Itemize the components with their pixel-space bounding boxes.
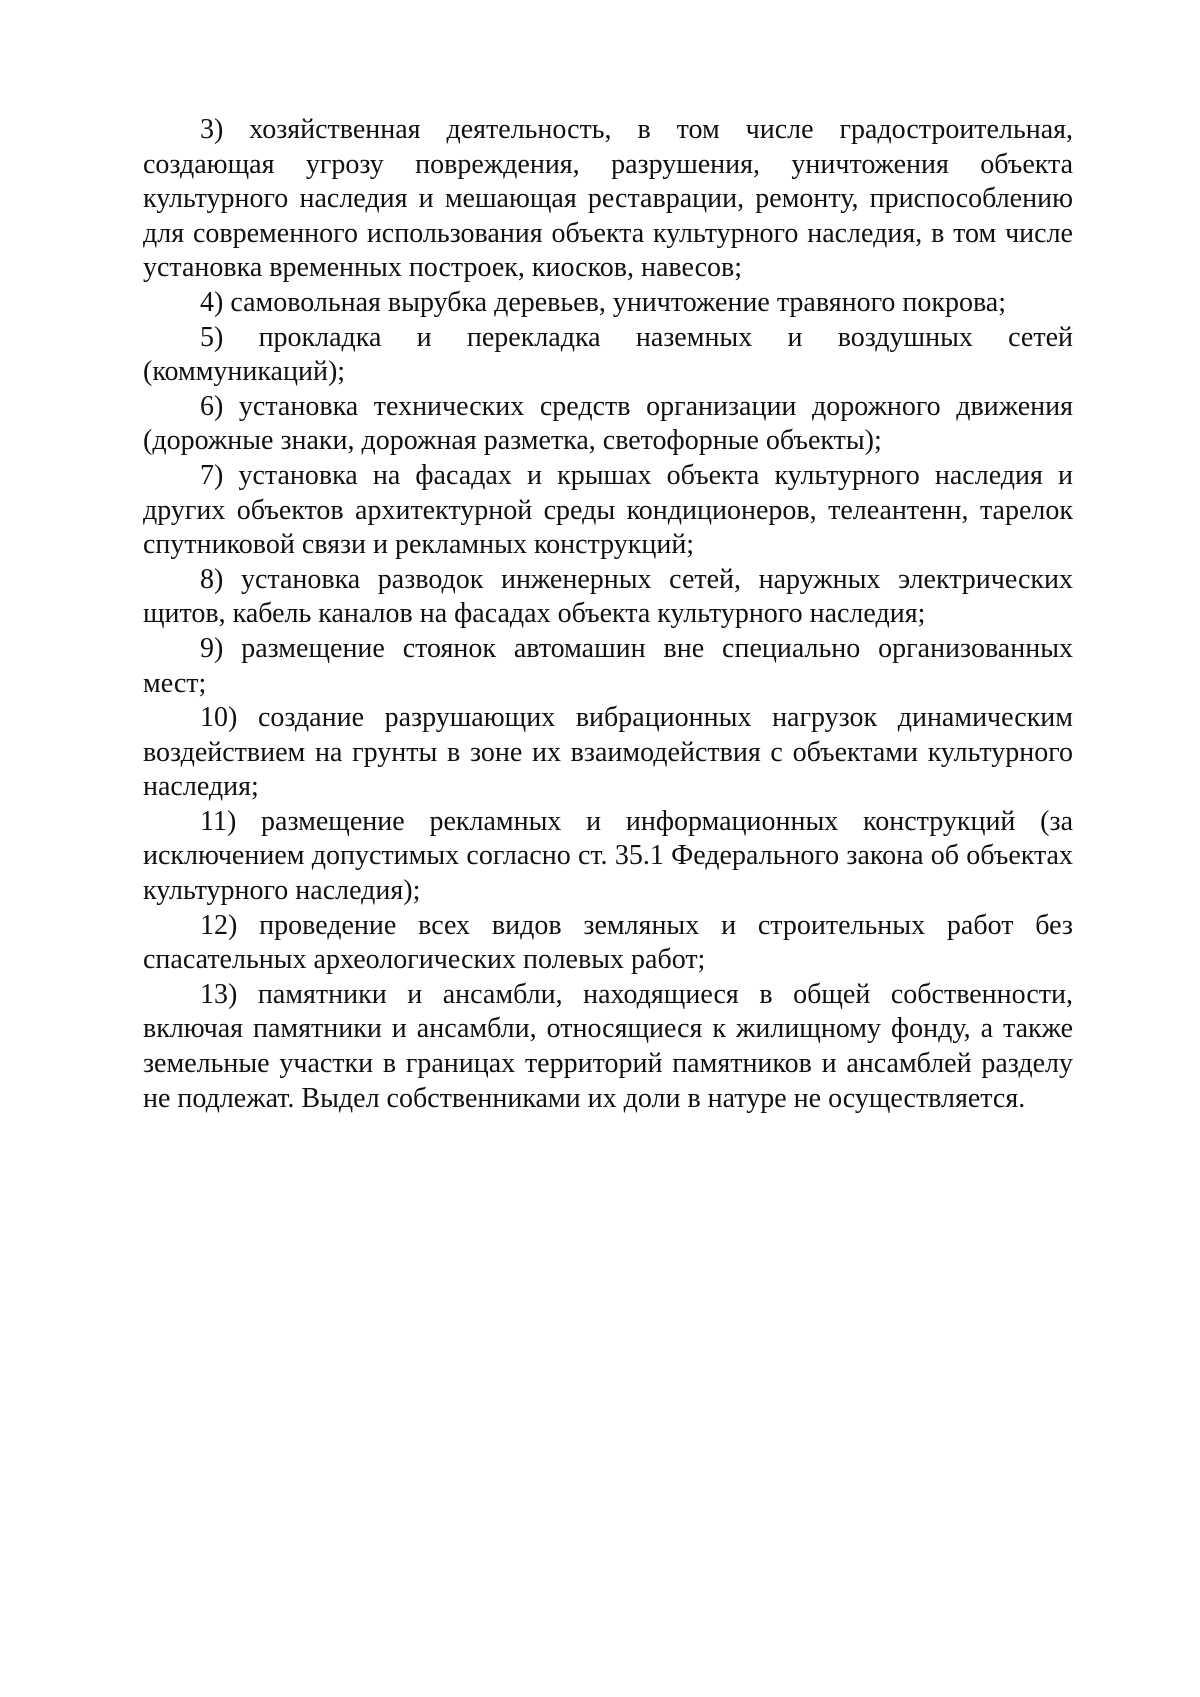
- paragraph-item-11: 11) размещение рекламных и информационных конструкций (за исключением допустимых согласно ст. 35.1 Федерального закона об объектах культурного наследия);: [143, 805, 1073, 907]
- paragraph-item-12: 12) проведение всех видов земляных и строительных работ без спасательных археологических полевых работ;: [143, 909, 1073, 976]
- paragraph-item-10: 10) создание разрушающих вибрационных нагрузок динамическим воздействием на грунты в зоне их взаимодействия с объектами культурного наследия;: [143, 702, 1073, 803]
- paragraph-item-6: 6) установка технических средств организации дорожного движения (дорожные знаки, дорожная разметка, светофорные объекты);: [143, 390, 1073, 457]
- document-body: [143, 113, 1073, 1116]
- paragraph-item-3: 3) хозяйственная деятельность, в том числе градостроительная, создающая угрозу повреждения, разрушения, уничтожения объекта культурного наследия и мешающая реставрации, ремонту, приспособлению для современного использования объекта культурного наследия, в том числе установка временных построек, киосков, навесов;: [143, 114, 1073, 284]
- paragraph-item-9: 9) размещение стоянок автомашин вне специально организованных мест;: [143, 632, 1073, 699]
- paragraph-item-7: 7) установка на фасадах и крышах объекта культурного наследия и других объектов архитектурной среды кондиционеров, телеантенн, тарелок спутниковой связи и рекламных конструкций;: [143, 459, 1073, 561]
- paragraph-item-4: 4) самовольная вырубка деревьев, уничтожение травяного покрова;: [200, 286, 1006, 318]
- paragraph-item-13: 13) памятники и ансамбли, находящиеся в общей собственности, включая памятники и ансамбли, относящиеся к жилищному фонду, а также земельные участки в границах территорий памятников и ансамблей разделу не подлежат. Выдел собственниками их доли в натуре не осуществляется.: [143, 978, 1073, 1114]
- paragraph-item-8: 8) установка разводок инженерных сетей, наружных электрических щитов, кабель каналов на фасадах объекта культурного наследия;: [143, 563, 1073, 630]
- paragraph-item-5: 5) прокладка и перекладка наземных и воздушных сетей (коммуникаций);: [143, 321, 1073, 388]
